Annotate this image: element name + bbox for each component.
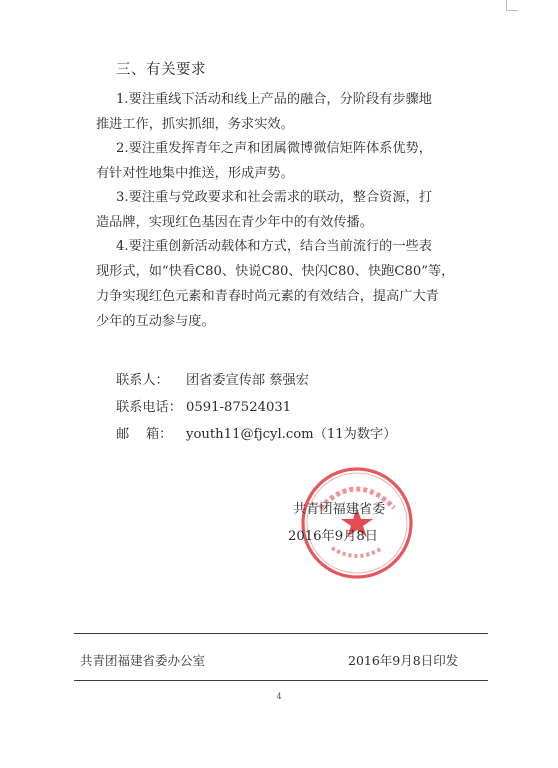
footer-office: 共青团福建省委办公室 xyxy=(80,653,206,668)
contact-phone-row xyxy=(116,398,496,418)
requirement-item-1 xyxy=(96,87,486,137)
requirement-line: 2.要注重发挥青年之声和团属微博微信矩阵体系优势， xyxy=(116,141,432,156)
section-heading: 三、有关要求 xyxy=(116,62,206,78)
requirement-line: 现形式，如“快看C80、快说C80、快闪C80、快跑C80”等， xyxy=(96,264,455,279)
contact-phone-value: 0591-87524031 xyxy=(186,400,292,415)
official-seal-icon xyxy=(298,464,416,582)
requirement-item-2 xyxy=(96,136,486,186)
contact-person-value: 团省委宣传部 蔡强宏 xyxy=(186,373,309,388)
requirement-line: 4.要注重创新活动载体和方式，结合当前流行的一些表 xyxy=(116,239,432,254)
signature-date: 2016年9月8日 xyxy=(288,529,378,544)
contact-person-label: 联系人： xyxy=(116,373,169,388)
requirement-line: 力争实现红色元素和青春时尚元素的有效结合，提高广大青 xyxy=(96,289,439,304)
requirement-line: 3.要注重与党政要求和社会需求的联动，整合资源，打 xyxy=(116,190,432,205)
contact-email-link[interactable]: youth11@fjcyl.com（11为数字） xyxy=(186,427,397,442)
requirement-line: 推进工作，抓实抓细，务求实效。 xyxy=(96,117,294,132)
footer-print-date: 2016年9月8日印发 xyxy=(348,653,459,668)
requirement-line: 造品牌，实现红色基因在青少年中的有效传播。 xyxy=(96,215,373,230)
requirement-item-3 xyxy=(96,185,486,235)
contact-phone-label: 联系电话： xyxy=(116,400,182,415)
footer-divider-bottom xyxy=(74,680,488,681)
requirement-line: 少年的互动参与度。 xyxy=(96,314,215,329)
signature-org: 共青团福建省委 xyxy=(293,502,386,517)
requirement-line: 1.要注重线下活动和线上产品的融合，分阶段有步骤地 xyxy=(116,92,432,107)
footer-divider-top xyxy=(74,633,488,634)
scan-corner-mark xyxy=(506,0,518,11)
contact-person-row xyxy=(116,371,496,391)
contact-email-label: 邮 箱： xyxy=(116,427,173,442)
page-number: 4 xyxy=(276,692,282,701)
requirement-item-4 xyxy=(96,234,486,334)
requirement-line: 有针对性地集中推送，形成声势。 xyxy=(96,166,294,181)
contact-email-row xyxy=(116,425,496,445)
